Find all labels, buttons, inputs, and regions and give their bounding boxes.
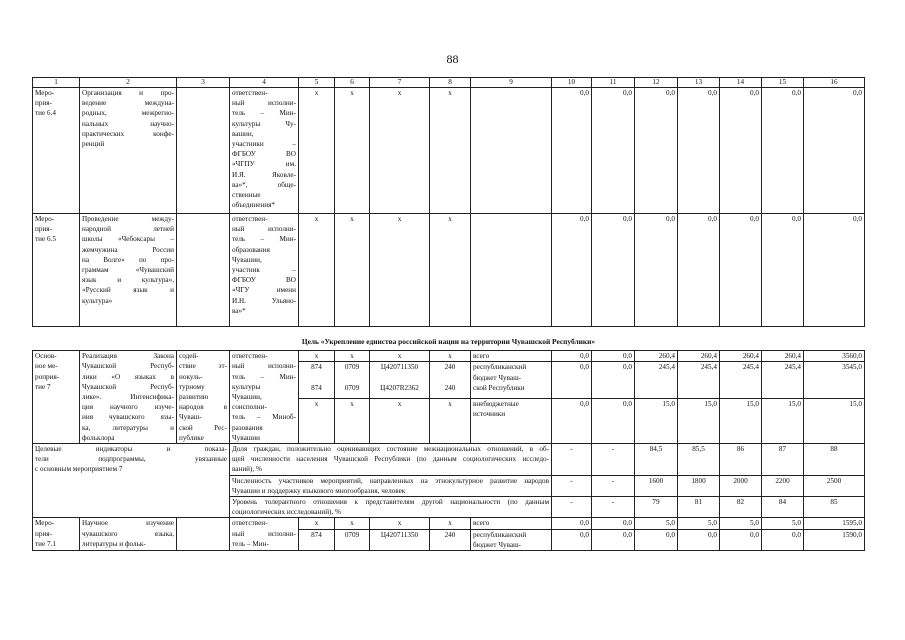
funding-value: 0,0 — [762, 88, 804, 214]
funding-value: 0,0 — [552, 529, 592, 550]
cell-line: ской Республики — [473, 383, 525, 392]
column-number: 2 — [80, 78, 177, 88]
cell-line: «Русский язык и — [82, 286, 174, 295]
cell-line: народов в — [179, 403, 227, 412]
column-number: 8 — [430, 78, 471, 88]
event-name — [80, 88, 177, 214]
event-code — [33, 214, 80, 327]
budget-code: 0709 — [335, 383, 370, 399]
budget-code: 874 — [299, 383, 335, 399]
funding-value: 0,0 — [678, 214, 720, 327]
funding-value: 245,4 — [635, 362, 678, 399]
funding-value: 0,0 — [552, 362, 592, 399]
event-code — [33, 351, 80, 444]
event-responsible — [230, 88, 299, 214]
funding-value: 245,4 — [762, 362, 804, 399]
indicator-value: - — [552, 475, 592, 496]
funding-value: 0,0 — [592, 399, 635, 444]
budget-code: x — [430, 88, 471, 214]
cell-line: прия- — [35, 225, 52, 234]
cell-line: ственные — [232, 191, 261, 200]
cell-line: ФГБОУ ВО — [232, 150, 296, 159]
cell-line: турному — [179, 382, 205, 391]
funding-value: 5,0 — [678, 518, 720, 529]
indicator-value: 84 — [762, 497, 804, 518]
funding-source — [471, 399, 552, 444]
funding-value: 0,0 — [762, 214, 804, 327]
cell-line: участники – — [232, 140, 296, 149]
cell-line: народной летней — [82, 225, 174, 234]
cell-line: Чувашской Респуб- — [82, 362, 174, 371]
funding-value: 15,0 — [678, 399, 720, 444]
funding-value: 260,4 — [720, 351, 762, 362]
column-number: 9 — [471, 78, 552, 88]
indicator-value: 85,5 — [678, 444, 720, 476]
indicator-value: 2200 — [762, 475, 804, 496]
funding-value: 0,0 — [592, 88, 635, 214]
funding-value: 15,0 — [635, 399, 678, 444]
cell-line: культура» — [82, 296, 113, 305]
budget-code: x — [370, 88, 430, 214]
indicator-value: 86 — [720, 444, 762, 476]
event-responsible — [230, 351, 299, 444]
budget-code: Ц4207R2362 — [370, 383, 430, 399]
cell-line: тель – Мин- — [232, 109, 296, 118]
event-name — [80, 214, 177, 327]
funding-value: 0,0 — [762, 529, 804, 550]
budget-code: 240 — [430, 362, 471, 383]
funding-value: 0,0 — [592, 529, 635, 550]
cell-line: тие 7.1 — [35, 539, 56, 548]
cell-line: ведение междуна- — [82, 99, 174, 108]
cell-line: ный исполни- — [232, 529, 296, 538]
budget-code: x — [430, 518, 471, 529]
indicator-value: - — [552, 497, 592, 518]
cell-line: тие 7 — [35, 382, 51, 391]
budget-code: 0709 — [335, 529, 370, 550]
event-task — [177, 88, 230, 214]
funding-source — [471, 88, 552, 214]
cell-line: развитию — [179, 393, 209, 402]
cell-line: объединения* — [232, 201, 276, 210]
cell-line: ный исполни- — [232, 99, 296, 108]
budget-code: x — [335, 214, 370, 327]
cell-line: ответствен- — [232, 519, 268, 528]
cell-line: всего — [473, 519, 490, 528]
funding-value: 1595,0 — [804, 518, 865, 529]
funding-value: 0,0 — [804, 214, 865, 327]
main-event-7-row — [33, 351, 865, 362]
indicator-value: 2000 — [720, 475, 762, 496]
budget-code: x — [335, 399, 370, 444]
cell-line: чувашского языка, — [82, 529, 174, 538]
budget-code: Ц420711350 — [370, 362, 430, 383]
indicator-value: - — [552, 444, 592, 476]
budget-code: x — [299, 399, 335, 444]
cell-line: ответствен- — [232, 215, 268, 223]
cell-line: граммам «Чувашский — [82, 266, 174, 275]
cell-line: культуры — [232, 382, 261, 391]
cell-line: участник – — [232, 266, 296, 275]
funding-value: 5,0 — [635, 518, 678, 529]
funding-value: 0,0 — [678, 88, 720, 214]
event-code — [33, 88, 80, 214]
cell-line: социологических исследований), % — [232, 508, 342, 517]
budget-code: 874 — [299, 529, 335, 550]
indicator-value: - — [592, 444, 635, 476]
budget-code: x — [299, 88, 335, 214]
cell-line: источники — [473, 410, 506, 419]
cell-line: ное ме- — [35, 362, 58, 371]
funding-source — [471, 351, 552, 362]
budget-code: x — [335, 88, 370, 214]
cell-line: И.Я. Яковле- — [232, 170, 296, 179]
funding-value: 3545,0 — [804, 362, 865, 399]
budget-code: x — [370, 399, 430, 444]
budget-code: x — [335, 351, 370, 362]
event-name — [80, 518, 177, 551]
cell-line: тие 6.4 — [35, 109, 56, 118]
funding-value: 0,0 — [552, 399, 592, 444]
column-number: 6 — [335, 78, 370, 88]
funding-value: 260,4 — [678, 351, 720, 362]
event-7-1-row — [33, 518, 865, 529]
indicators-label — [33, 444, 230, 518]
event-code — [33, 518, 80, 551]
event-responsible — [230, 518, 299, 551]
budget-code: x — [299, 351, 335, 362]
indicator-value: 84,5 — [635, 444, 678, 476]
cell-line: прия- — [35, 529, 52, 538]
funding-value: 5,0 — [762, 518, 804, 529]
cell-line: ФГБОУ ВО — [232, 276, 296, 285]
cell-line: тель – Минoб- — [232, 413, 296, 422]
indicator-value: 1800 — [678, 475, 720, 496]
funding-value: 0,0 — [592, 518, 635, 529]
cell-line: тель – Мин- — [232, 235, 296, 244]
funding-value: 0,0 — [635, 214, 678, 327]
budget-code: x — [335, 518, 370, 529]
funding-value: 0,0 — [592, 214, 635, 327]
cell-line: республиканский — [473, 530, 527, 539]
event-task — [177, 351, 230, 444]
budget-table — [32, 77, 865, 551]
column-number: 3 — [177, 78, 230, 88]
budget-code: x — [370, 351, 430, 362]
column-number: 12 — [635, 78, 678, 88]
indicator-value: 87 — [762, 444, 804, 476]
indicator-value: - — [592, 497, 635, 518]
funding-source — [471, 362, 552, 399]
cell-line: щей численности населения Чувашской Республики (по данным социологических исследо- — [232, 455, 549, 464]
funding-value: 0,0 — [804, 88, 865, 214]
indicator-value: 85 — [804, 497, 865, 518]
cell-line: Организация и про- — [82, 89, 174, 97]
cell-line: ный исполни- — [232, 362, 296, 371]
cell-line: образования — [232, 245, 270, 254]
column-number: 11 — [592, 78, 635, 88]
goal-row — [33, 327, 865, 351]
funding-value: 5,0 — [720, 518, 762, 529]
cell-line: ской Рес- — [179, 423, 227, 432]
cell-line: Чуваш- — [179, 413, 202, 422]
indicator-value: 88 — [804, 444, 865, 476]
cell-line: ка, литературы и — [82, 423, 174, 432]
column-number: 10 — [552, 78, 592, 88]
cell-line: Чувашии и поддержку языкового многообразия, человек — [232, 486, 406, 495]
cell-line: ваний), % — [232, 465, 263, 474]
funding-value: 15,0 — [762, 399, 804, 444]
cell-line: тель – Мин- — [232, 372, 296, 381]
cell-line: нокуль- — [179, 372, 203, 381]
cell-line: Чувашии, — [232, 255, 262, 264]
cell-line: ция научного изуче- — [82, 403, 174, 412]
cell-line: Чувашской Респуб- — [82, 382, 174, 391]
cell-line: республиканский — [473, 363, 527, 372]
column-number: 13 — [678, 78, 720, 88]
funding-value: 0,0 — [720, 529, 762, 550]
budget-code: x — [370, 214, 430, 327]
cell-line: разования — [232, 423, 263, 432]
funding-value: 0,0 — [635, 88, 678, 214]
cell-line: родных, межрегио- — [82, 109, 174, 118]
cell-line: И.Н. Ульяно- — [232, 296, 296, 305]
funding-value: 0,0 — [720, 214, 762, 327]
cell-line: внебюджетные — [473, 400, 519, 409]
event-task — [177, 214, 230, 327]
cell-line: Основ- — [35, 352, 57, 361]
cell-line: нальных научно- — [82, 119, 174, 128]
indicator-text — [230, 444, 552, 476]
indicator-row — [33, 444, 865, 476]
budget-code: x — [370, 518, 430, 529]
budget-code: x — [299, 214, 335, 327]
indicator-text — [230, 475, 552, 496]
budget-code: 240 — [430, 383, 471, 399]
cell-line: язык и культура», — [82, 276, 174, 285]
indicator-value: 79 — [635, 497, 678, 518]
column-number: 14 — [720, 78, 762, 88]
cell-line: «ЧГПУ им. — [232, 160, 296, 169]
event-name — [80, 351, 177, 444]
funding-value: 0,0 — [552, 518, 592, 529]
funding-value: 1590,0 — [804, 529, 865, 550]
funding-value: 0,0 — [678, 529, 720, 550]
cell-line: Меро- — [35, 89, 55, 97]
cell-line: ный исполни- — [232, 225, 296, 234]
cell-line: ва»*, обще- — [232, 180, 296, 189]
cell-line: бюджет Чуваш- — [473, 373, 521, 382]
cell-line: школы «Чебоксары – — [82, 235, 174, 244]
cell-line: публике — [179, 433, 204, 442]
indicator-text — [230, 497, 552, 518]
funding-value: 260,4 — [762, 351, 804, 362]
cell-line: лике». Интенсифика- — [82, 393, 174, 402]
indicator-value: 2500 — [804, 475, 865, 496]
funding-value: 0,0 — [552, 351, 592, 362]
budget-code: Ц420711350 — [370, 529, 430, 550]
goal-title: Цель «Укрепление единства российской нации на территории Чувашской Республики» — [33, 327, 865, 351]
budget-code: x — [430, 351, 471, 362]
indicator-value: 82 — [720, 497, 762, 518]
cell-line: соисполни- — [232, 403, 267, 412]
cell-line: всего — [473, 352, 490, 361]
cell-line: ва»* — [232, 306, 246, 315]
column-number: 7 — [370, 78, 430, 88]
cell-line: с основным мероприятием 7 — [35, 465, 123, 474]
budget-code: 240 — [430, 529, 471, 550]
indicator-value: 1600 — [635, 475, 678, 496]
cell-line: Реализация Закона — [82, 352, 174, 361]
cell-line: Уровень толерантного отношения к представителям другой национальности (по данным — [232, 498, 549, 507]
budget-code: x — [299, 518, 335, 529]
cell-line: Меро- — [35, 519, 55, 528]
event-6-4-row — [33, 88, 865, 214]
event-task — [177, 518, 230, 551]
cell-line: фольклора — [82, 433, 115, 442]
budget-code: x — [430, 399, 471, 444]
cell-line: тие 6.5 — [35, 235, 56, 244]
cell-line: ния чувашского язы- — [82, 413, 174, 422]
cell-line: литературы и фольк- — [82, 539, 146, 548]
cell-line: Чувашии — [232, 433, 260, 442]
funding-source — [471, 214, 552, 327]
cell-line: Меро- — [35, 215, 55, 223]
cell-line: культуры Чу- — [232, 119, 296, 128]
column-number: 1 — [33, 78, 80, 88]
cell-line: тель – Мин- — [232, 539, 269, 548]
funding-value: 0,0 — [592, 362, 635, 399]
funding-value: 0,0 — [552, 88, 592, 214]
funding-value: 0,0 — [720, 88, 762, 214]
column-number: 16 — [804, 78, 865, 88]
event-responsible — [230, 214, 299, 327]
cell-line: ствие эт- — [179, 362, 227, 371]
cell-line: лики «О языках в — [82, 372, 174, 381]
funding-value: 15,0 — [720, 399, 762, 444]
header-row — [33, 78, 865, 88]
indicator-value: - — [592, 475, 635, 496]
budget-code: x — [430, 214, 471, 327]
cell-line: ответствен- — [232, 352, 268, 361]
column-number: 5 — [299, 78, 335, 88]
cell-line: прия- — [35, 99, 52, 108]
funding-value: 0,0 — [592, 351, 635, 362]
cell-line: Доля граждан, положительно оценивающих состояние межнациональных отношений, в об- — [232, 445, 549, 454]
column-number: 4 — [230, 78, 299, 88]
funding-source — [471, 518, 552, 529]
funding-value: 15,0 — [804, 399, 865, 444]
cell-line: «ЧГУ имени — [232, 286, 296, 295]
funding-value: 0,0 — [635, 529, 678, 550]
cell-line: жемчужина России — [82, 245, 174, 254]
cell-line: вашии, — [232, 129, 254, 138]
cell-line: Целевые индикаторы и показа- — [35, 445, 227, 454]
cell-line: роприя- — [35, 372, 60, 381]
budget-code: 874 — [299, 362, 335, 383]
funding-source — [471, 529, 552, 550]
funding-value: 260,4 — [635, 351, 678, 362]
cell-line: Научное изучение — [82, 519, 174, 528]
cell-line: бюджет Чуваш- — [473, 540, 521, 549]
cell-line: ренций — [82, 140, 105, 149]
cell-line: Численность участников мероприятий, направленных на этнокультурное развитие народов — [232, 476, 549, 485]
page-number: 88 — [446, 52, 459, 66]
indicator-value: 81 — [678, 497, 720, 518]
cell-line: практических конфе- — [82, 129, 174, 138]
cell-line: Проведение между- — [82, 215, 174, 223]
cell-line: на Волге» по про- — [82, 255, 174, 264]
funding-value: 3560,0 — [804, 351, 865, 362]
funding-value: 0,0 — [552, 214, 592, 327]
event-6-5-row — [33, 214, 865, 327]
cell-line: Чувашии, — [232, 393, 262, 402]
cell-line: содей- — [179, 352, 199, 361]
budget-code: 0709 — [335, 362, 370, 383]
cell-line: тели подпрограммы, увязанные — [35, 455, 227, 464]
funding-value: 245,4 — [720, 362, 762, 399]
cell-line: ответствен- — [232, 89, 268, 97]
funding-value: 245,4 — [678, 362, 720, 399]
table-body — [33, 78, 865, 551]
column-number: 15 — [762, 78, 804, 88]
